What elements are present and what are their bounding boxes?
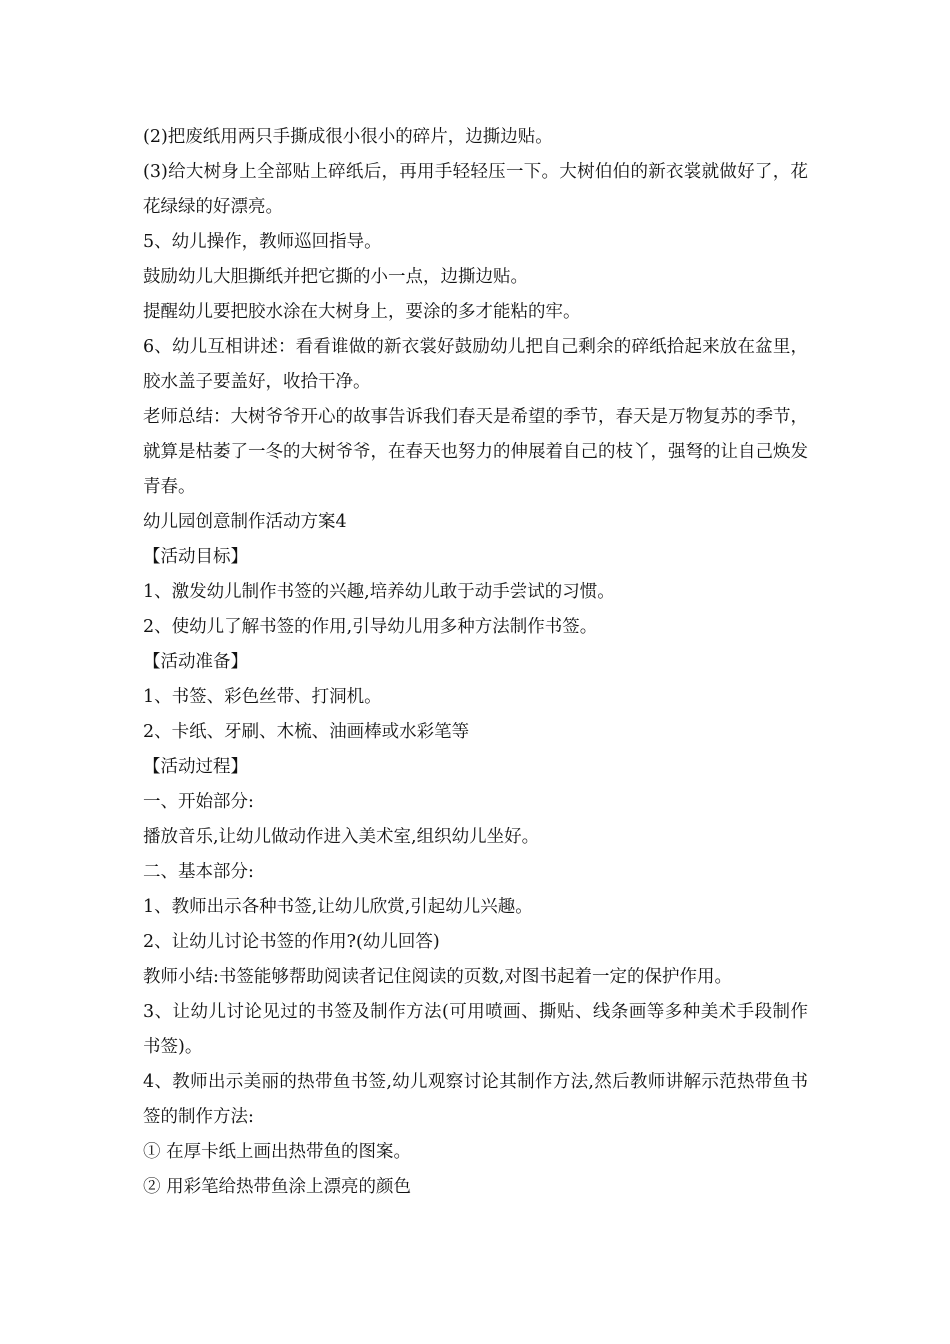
section-heading-goals: 【活动目标】 — [143, 547, 248, 567]
list-item: ① 在厚卡纸上画出热带鱼的图案。 — [143, 1142, 412, 1162]
list-item: 1、书签、彩色丝带、打洞机。 — [143, 687, 382, 707]
paragraph: (2)把废纸用两只手撕成很小很小的碎片，边撕边贴。 — [143, 127, 553, 147]
section-step: 6、幼儿互相讲述：看看谁做的新衣裳好鼓励幼儿把自己剩余的碎纸拾起来放在盆里，胶水盖子要盖好，收拾干净。 — [143, 337, 808, 392]
list-item: 4、教师出示美丽的热带鱼书签,幼儿观察讨论其制作方法,然后教师讲解示范热带鱼书签的制作方法: — [143, 1072, 808, 1127]
section-step: 5、幼儿操作，教师巡回指导。 — [143, 232, 382, 252]
section-heading-preparation: 【活动准备】 — [143, 652, 248, 672]
list-item: 1、激发幼儿制作书签的兴趣,培养幼儿敢于动手尝试的习惯。 — [143, 582, 615, 602]
subsection-heading: 二、基本部分: — [143, 862, 254, 882]
list-item: 2、卡纸、牙刷、木梳、油画棒或水彩笔等 — [143, 722, 470, 742]
paragraph: 鼓励幼儿大胆撕纸并把它撕的小一点，边撕边贴。 — [143, 267, 528, 287]
subsection-heading: 一、开始部分: — [143, 792, 254, 812]
teacher-summary: 老师总结：大树爷爷开心的故事告诉我们春天是希望的季节，春天是万物复苏的季节，就算是枯萎了一冬的大树爷爷，在春天也努力的伸展着自己的枝丫，强弩的让自己焕发青春。 — [143, 407, 808, 497]
section-heading-process: 【活动过程】 — [143, 757, 248, 777]
list-item: 2、使幼儿了解书签的作用,引导幼儿用多种方法制作书签。 — [143, 617, 598, 637]
paragraph: 教师小结:书签能够帮助阅读者记住阅读的页数,对图书起着一定的保护作用。 — [143, 967, 732, 987]
list-item: 2、让幼儿讨论书签的作用?(幼儿回答) — [143, 932, 440, 952]
paragraph: (3)给大树身上全部贴上碎纸后，再用手轻轻压一下。大树伯伯的新衣裳就做好了，花花绿绿的好漂亮。 — [143, 162, 808, 217]
list-item: 1、教师出示各种书签,让幼儿欣赏,引起幼儿兴趣。 — [143, 897, 533, 917]
paragraph: 播放音乐,让幼儿做动作进入美术室,组织幼儿坐好。 — [143, 827, 540, 847]
list-item: ② 用彩笔给热带鱼涂上漂亮的颜色 — [143, 1177, 412, 1197]
paragraph: 提醒幼儿要把胶水涂在大树身上，要涂的多才能粘的牢。 — [143, 302, 581, 322]
plan-title: 幼儿园创意制作活动方案4 — [143, 512, 347, 532]
document-body — [143, 120, 808, 1205]
list-item: 3、让幼儿讨论见过的书签及制作方法(可用喷画、撕贴、线条画等多种美术手段制作书签)。 — [143, 1002, 808, 1057]
